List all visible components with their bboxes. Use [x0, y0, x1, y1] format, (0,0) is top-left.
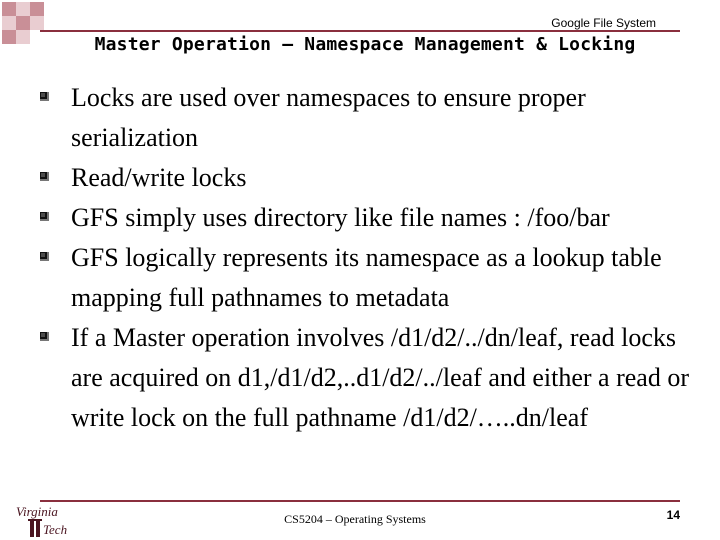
bullet-list	[40, 78, 700, 438]
virginia-tech-logo	[10, 502, 92, 538]
bullet-text: GFS simply uses directory like file names : /foo/bar	[71, 203, 610, 232]
bullet-item	[40, 198, 700, 238]
square-bullet-icon	[40, 252, 49, 261]
bullet-item	[40, 158, 700, 198]
square-bullet-icon	[40, 332, 49, 341]
bullet-item	[40, 318, 700, 438]
footer-course: CS5204 – Operating Systems	[284, 512, 426, 526]
square-bullet-icon	[40, 212, 49, 221]
bullet-text: If a Master operation involves /d1/d2/../dn/leaf, read locks are acquired on d1,/d1/d2,..d1/d2/../leaf and either a read or write lock on the full pathname /d1/d2/…..dn/leaf	[71, 323, 689, 432]
bullet-item	[40, 238, 700, 318]
header-label: Google File System	[551, 16, 656, 30]
square-bullet-icon	[40, 172, 49, 181]
bullet-item	[40, 78, 700, 158]
footer-divider	[40, 500, 680, 502]
bullet-text: Locks are used over namespaces to ensure proper serialization	[71, 83, 586, 152]
slide-title: Master Operation – Namespace Management & Locking	[94, 34, 636, 55]
bullet-text: GFS logically represents its namespace as a lookup table mapping full pathnames to metadata	[71, 243, 662, 312]
square-bullet-icon	[40, 92, 49, 101]
header-divider	[40, 30, 680, 32]
svg-text:Virginia: Virginia	[16, 504, 58, 519]
bullet-text: Read/write locks	[71, 163, 247, 192]
page-number: 14	[666, 508, 680, 522]
svg-text:Tech: Tech	[43, 522, 68, 537]
